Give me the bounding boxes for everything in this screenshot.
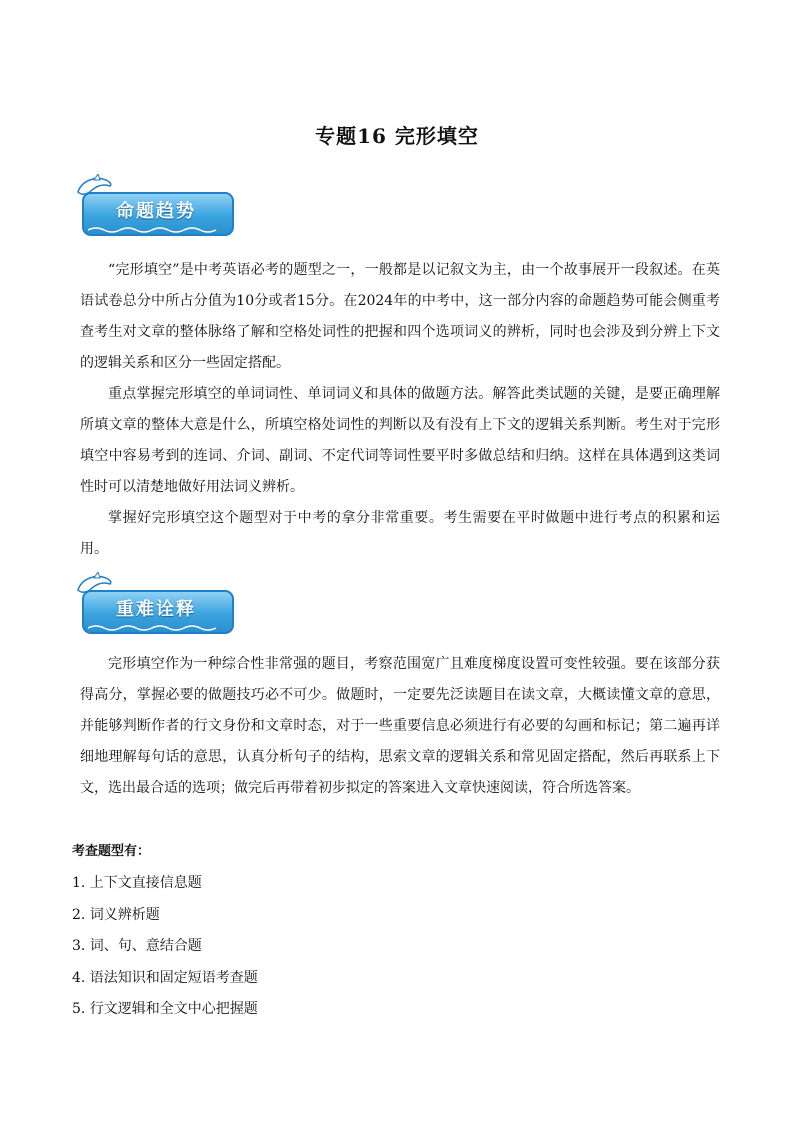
- question-types-list: [72, 868, 258, 1026]
- paragraph: 重点掌握完形填空的单词词性、单词词义和具体的做题方法。解答此类试题的关键，是要正确理解所填文章的整体大意是什么，所填空格处词性的判断以及有没有上下文的逻辑关系判断。考生对于完形填空中容易考到的连词、介词、副词、不定代词等词性要平时多做总结和归纳。这样在具体遇到这类词性时可以清楚地做好用法词义辨析。: [80, 386, 720, 495]
- paragraph: “完形填空”是中考英语必考的题型之一，一般都是以记叙文为主，由一个故事展开一段叙述。在英语试卷总分中所占分值为10分或者15分。在2024年的中考中，这一部分内容的命题趋势可能会侧重考查考生对文章的整体脉络了解和空格处词性的把握和四个选项词义的辨析，同时也会涉及到分辨上下文的逻辑关系和区分一些固定搭配。: [80, 262, 720, 371]
- list-item: 5. 行文逻辑和全文中心把握题: [72, 1001, 258, 1017]
- wave-decoration: [88, 226, 218, 234]
- banner-label: 命题趋势: [116, 201, 196, 222]
- banner-label: 重难诠释: [116, 599, 196, 620]
- list-item: 1. 上下文直接信息题: [72, 875, 202, 891]
- section-banner-difficulty: [78, 586, 234, 634]
- section-banner-trend: [78, 188, 234, 236]
- list-item: 2. 词义辨析题: [72, 906, 160, 923]
- paragraph: 完形填空作为一种综合性非常强的题目，考察范围宽广且难度梯度设置可变性较强。要在该部分获得高分，掌握必要的做题技巧必不可少。做题时，一定要先泛读题目在读文章，大概读懂文章的意思，并能够判断作者的行文身份和文章时态，对于一些重要信息必须进行有必要的勾画和标记；第二遍再详细地理解每句话的意思，认真分析句子的结构，思索文章的逻辑关系和常见固定搭配，然后再联系上下文，选出最合适的选项；做完后再带着初步拟定的答案进入文章快速阅读，符合所选答案。: [80, 656, 720, 796]
- wave-decoration: [88, 624, 218, 632]
- list-item: 4. 语法知识和固定短语考查题: [72, 969, 258, 986]
- paragraph: 掌握好完形填空这个题型对于中考的拿分非常重要。考生需要在平时做题中进行考点的积累和运用。: [80, 510, 720, 557]
- list-item: 3. 词、句、意结合题: [72, 938, 202, 954]
- page-title: 专题16 完形填空: [315, 124, 479, 148]
- question-types-heading: 考查题型有：: [72, 844, 151, 859]
